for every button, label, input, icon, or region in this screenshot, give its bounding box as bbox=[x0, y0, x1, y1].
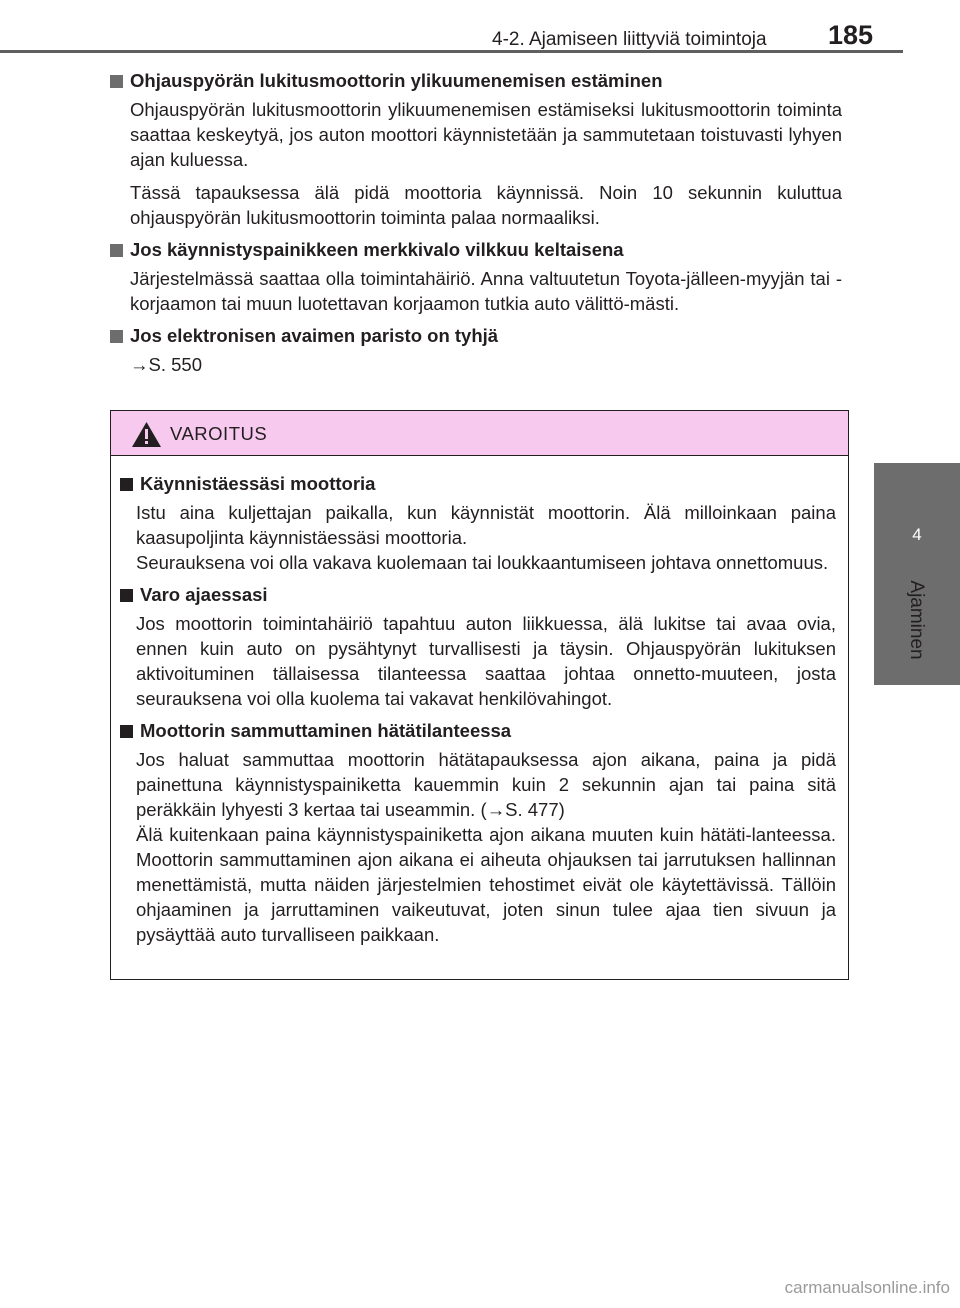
paragraph: Järjestelmässä saattaa olla toimintahäiriö. Anna valtuutetun Toyota-jälleen-myyjän tai -korjaamon tai muun luotettavan korjaamon tutkia auto välittö-mästi. bbox=[130, 268, 842, 314]
main-content bbox=[110, 69, 842, 377]
section-heading-text: Ohjauspyörän lukitusmoottorin ylikuumenemisen estäminen bbox=[130, 70, 663, 91]
section-heading-text: Jos käynnistyspainikkeen merkkivalo vilkkuu keltaisena bbox=[130, 239, 624, 260]
warning-triangle-icon bbox=[131, 421, 162, 448]
square-bullet-icon bbox=[110, 330, 123, 343]
chapter-title: Ajaminen bbox=[906, 580, 927, 660]
section-steering-lock bbox=[110, 69, 842, 230]
page-number: 185 bbox=[828, 20, 874, 50]
square-bullet-icon bbox=[110, 75, 123, 88]
paragraph: Älä kuitenkaan paina käynnistyspainiketta ajon aikana muuten kuin hätäti-lanteessa. Moottorin sammuttaminen ajon aikana ei aiheuta ohjauksen tai jarrutuksen hallinnan menettämistä, mutta näiden järjestelmien tehostimet eivät ole käytettävissä. Tällöin ohjaaminen ja jarruttaminen vaikeutuvat, joten sinun tulee ajaa tien sivuun ja pysäyttää auto turvalliseen paikkaan. bbox=[136, 824, 836, 945]
paragraph: Seurauksena voi olla vakava kuolemaan tai loukkaantumiseen johtava onnettomuus. bbox=[136, 552, 829, 573]
section-indicator-blinks bbox=[110, 238, 842, 316]
chapter-title-vertical bbox=[888, 570, 944, 670]
page-header bbox=[0, 0, 903, 53]
watermark: carmanualsonline.info bbox=[784, 1278, 950, 1297]
section-key-battery bbox=[110, 324, 842, 377]
warning-item-heading bbox=[120, 472, 836, 496]
section-heading bbox=[110, 324, 842, 348]
paragraph: Tässä tapauksessa älä pidä moottoria käynnissä. Noin 10 sekunnin kuluttua ohjauspyörän lukitusmoottorin toiminta palaa normaaliksi. bbox=[130, 182, 842, 228]
section-heading bbox=[110, 69, 842, 93]
paragraph: Jos moottorin toimintahäiriö tapahtuu auton liikkuessa, älä lukitse tai avaa ovia, ennen kuin auto on pysähtynyt turvallisesti ja täysin. Ohjauspyörän lukituksen aktivoituminen tällaisessa tilanteessa saattaa johtaa onnetto-muuteen, josta seurauksena voi olla kuolema tai vakavat henkilövahingot. bbox=[136, 613, 836, 709]
warning-body bbox=[111, 456, 848, 947]
paragraph: Jos haluat sammuttaa moottorin hätätapauksessa ajon aikana, paina ja pidä painettuna käynnistyspainiketta kauemmin kuin 2 sekunnin ajan tai paina sitä peräkkäin lyhyesti 3 kertaa tai useammin. (→S. 477) bbox=[136, 749, 836, 820]
warning-item-driving bbox=[120, 583, 836, 711]
warning-item-heading bbox=[120, 719, 836, 743]
warning-item-starting bbox=[120, 472, 836, 575]
warning-title: VAROITUS bbox=[170, 423, 268, 444]
warning-box bbox=[110, 410, 849, 980]
warning-item-emergency-stop bbox=[120, 719, 836, 947]
paragraph: Ohjauspyörän lukitusmoottorin ylikuumenemisen estämiseksi lukitusmoottorin toiminta saattaa keskeytyä, jos auton moottori käynnistetään ja sammutetaan toistuvasti lyhyen ajan kuluessa. bbox=[130, 99, 842, 170]
warning-item-heading-text: Moottorin sammuttaminen hätätilanteessa bbox=[140, 720, 512, 741]
square-bullet-icon bbox=[120, 725, 133, 738]
warning-item-heading-text: Käynnistäessäsi moottoria bbox=[140, 473, 376, 494]
section-heading-text: Jos elektronisen avaimen paristo on tyhjä bbox=[130, 325, 499, 346]
square-bullet-icon bbox=[120, 589, 133, 602]
warning-item-heading-text: Varo ajaessasi bbox=[140, 584, 268, 605]
square-bullet-icon bbox=[120, 478, 133, 491]
section-title: 4-2. Ajamiseen liittyviä toimintoja bbox=[492, 29, 767, 50]
warning-header bbox=[111, 411, 848, 456]
chapter-number: 4 bbox=[912, 525, 922, 544]
warning-item-heading bbox=[120, 583, 836, 607]
square-bullet-icon bbox=[110, 244, 123, 257]
paragraph: Istu aina kuljettajan paikalla, kun käynnistät moottorin. Älä milloinkaan paina kaasupoljinta käynnistäessäsi moottoria. bbox=[136, 502, 836, 548]
section-heading bbox=[110, 238, 842, 262]
page-reference: →S. 550 bbox=[130, 354, 202, 375]
